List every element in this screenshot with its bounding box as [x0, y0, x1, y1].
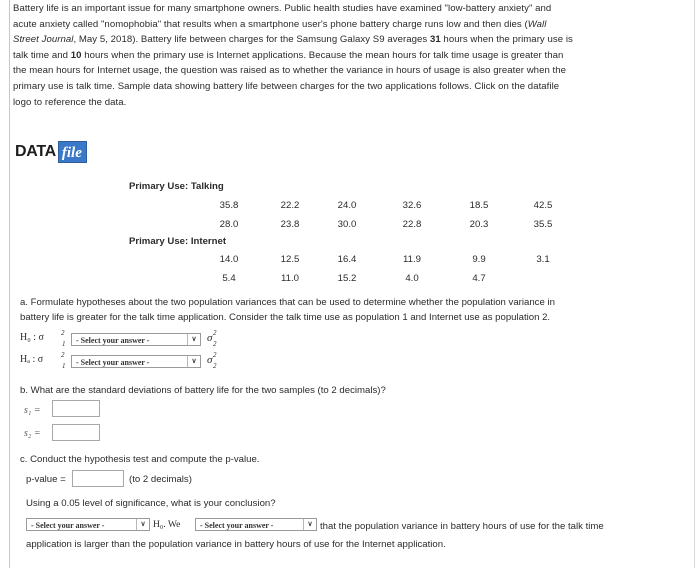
- intro-line: the mean hours for Internet usage, the question was raised as to whether the variance in hours of usage is also greater when the: [13, 65, 567, 77]
- h0-label: H₀ : σ: [20, 332, 44, 343]
- sigma-sub-1: 1: [62, 362, 66, 370]
- table-cell: 5.4: [222, 273, 236, 284]
- frame-border-right: [694, 0, 695, 568]
- ha-label: Hₐ : σ: [20, 354, 44, 365]
- sigma-sup-2: 2: [61, 351, 65, 359]
- datafile-file-label: file: [58, 141, 87, 163]
- sigma-sup-2: 2: [213, 351, 217, 359]
- part-b-question: b. What are the standard deviations of battery life for the two samples (to 2 decimals)?: [20, 385, 386, 396]
- table-cell: 18.5: [469, 200, 489, 211]
- table-cell: 28.0: [219, 219, 239, 230]
- chevron-down-icon: ∨: [187, 356, 200, 367]
- intro-line: logo to reference the data.: [13, 96, 127, 108]
- table-cell: 12.5: [280, 254, 300, 265]
- sigma-2-symbol: σ: [207, 354, 213, 366]
- intro-line: , May 5, 2018). Battery life between charges for the Samsung Galaxy S9 averages: [73, 34, 430, 46]
- table-cell: 16.4: [337, 254, 357, 265]
- intro-line: primary use is talk time. Sample data showing battery life between charges for the two applications follows. Click on the datafile: [13, 80, 560, 92]
- table-cell: 30.0: [337, 219, 357, 230]
- s1-label: s₁ =: [24, 405, 41, 416]
- conclusion-tail-1: that the population variance in battery hours of use for the talk time: [320, 521, 604, 532]
- h0-inline-text: H₀. We: [153, 519, 181, 530]
- table-cell: 3.1: [536, 254, 550, 265]
- internet-section-label: Primary Use: Internet: [129, 236, 227, 247]
- problem-intro: [13, 1, 693, 110]
- select-placeholder: - Select your answer -: [31, 521, 105, 530]
- chevron-down-icon: ∨: [136, 519, 149, 530]
- chevron-down-icon: ∨: [303, 519, 316, 530]
- pvalue-note: (to 2 decimals): [129, 474, 192, 485]
- table-cell: 14.0: [219, 254, 239, 265]
- part-c-question: c. Conduct the hypothesis test and compute the p-value.: [20, 454, 260, 465]
- sigma-sub-2: 2: [213, 340, 217, 348]
- source-italic: Street Journal: [13, 34, 74, 46]
- pvalue-input[interactable]: [72, 470, 124, 487]
- part-a-question: [20, 295, 690, 325]
- table-cell: 4.0: [405, 273, 419, 284]
- ha-relation-select[interactable]: [71, 355, 201, 368]
- intro-line: Battery life is an important issue for many smartphone owners. Public health studies have examined "low-battery anxiety" and: [13, 3, 552, 14]
- table-cell: 11.9: [403, 254, 421, 265]
- conclusion-tail-2: application is larger than the population variance in battery hours of use for the Internet application.: [26, 539, 446, 550]
- hours-talk-value: 31: [429, 34, 441, 46]
- table-cell: 42.5: [533, 200, 553, 211]
- intro-line: talk time and: [13, 49, 71, 61]
- sigma-2-symbol: σ: [207, 332, 213, 344]
- hours-internet-value: 10: [70, 49, 82, 61]
- select-placeholder: - Select your answer -: [200, 521, 274, 530]
- chevron-down-icon: ∨: [187, 334, 200, 345]
- pvalue-label: p-value =: [26, 474, 66, 485]
- source-italic: Wall: [527, 18, 547, 30]
- table-cell: 22.2: [280, 200, 300, 211]
- table-cell: 9.9: [472, 254, 486, 265]
- frame-border-left: [9, 0, 10, 568]
- table-cell: 35.8: [219, 200, 239, 211]
- select-placeholder: - Select your answer -: [76, 358, 150, 367]
- select-placeholder: - Select your answer -: [76, 336, 150, 345]
- table-cell: 11.0: [281, 273, 299, 284]
- sigma-sub-2: 2: [213, 362, 217, 370]
- conclusion-question: Using a 0.05 level of significance, what is your conclusion?: [26, 498, 276, 509]
- table-cell: 15.2: [337, 273, 357, 284]
- sigma-sup-2: 2: [213, 329, 217, 337]
- h0-relation-select[interactable]: [71, 333, 201, 346]
- s2-label: s₂ =: [24, 428, 41, 439]
- sigma-sub-1: 1: [62, 340, 66, 348]
- table-cell: 24.0: [337, 200, 357, 211]
- part-a-line: battery life is greater for the talk time application. Consider the talk time use as population 1 and Internet use as population 2.: [20, 312, 551, 323]
- table-cell: 23.8: [280, 219, 300, 230]
- part-a-line: a. Formulate hypotheses about the two population variances that can be used to determine whether the population variance in: [20, 297, 555, 308]
- intro-line: hours when the primary use is Internet applications. Because the mean hours for talk time usage is greater than: [81, 49, 564, 61]
- conclusion-evidence-select[interactable]: [195, 518, 317, 531]
- table-cell: 4.7: [472, 273, 486, 284]
- table-cell: 22.8: [402, 219, 422, 230]
- table-cell: 32.6: [402, 200, 422, 211]
- conclusion-action-select[interactable]: [26, 518, 150, 531]
- s1-input[interactable]: [52, 400, 100, 417]
- datafile-data-label: DATA: [15, 143, 56, 160]
- intro-line: acute anxiety called "nomophobia" that results when a smartphone user's phone battery charge runs low and then dies (: [13, 18, 528, 30]
- talking-section-label: Primary Use: Talking: [129, 181, 224, 192]
- table-cell: 20.3: [469, 219, 489, 230]
- intro-line: hours when the primary use is: [440, 34, 573, 46]
- sigma-sup-2: 2: [61, 329, 65, 337]
- datafile-logo[interactable]: [15, 141, 87, 163]
- table-cell: 35.5: [533, 219, 553, 230]
- s2-input[interactable]: [52, 424, 100, 441]
